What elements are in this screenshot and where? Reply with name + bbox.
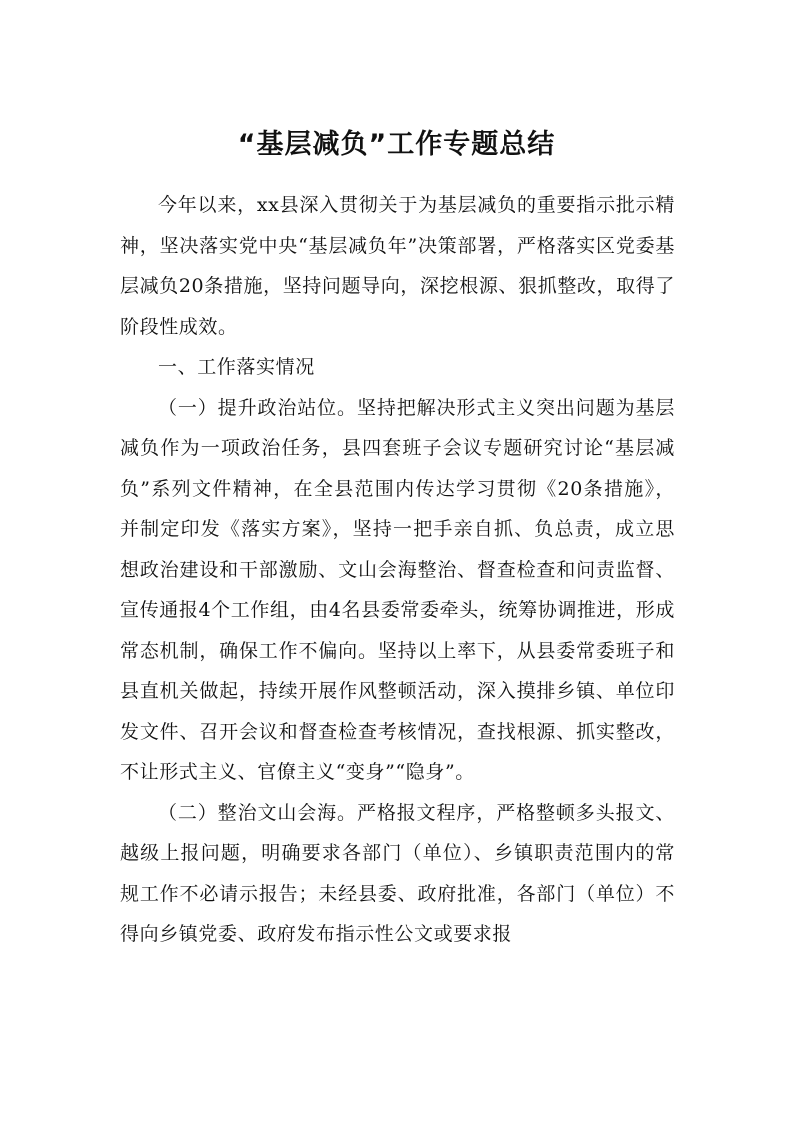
- document-title: “基层减负”工作专题总结: [237, 129, 556, 160]
- section-heading-1: 一、工作落实情况: [158, 356, 315, 378]
- document-body: [120, 185, 675, 955]
- paragraph-document-meetings: （二）整治文山会海。严格报文程序，严格整顿多头报文、越级上报问题，明确要求各部门（单位）、乡镇职责范围内的常规工作不必请示报告；未经县委、政府批准，各部门（单位）不得向乡镇党委、政府发布指示性公文或要求报: [120, 801, 675, 945]
- paragraph-political-stance: （一）提升政治站位。坚持把解决形式主义突出问题为基层减负作为一项政治任务，县四套班子会议专题研究讨论“基层减负”系列文件精神，在全县范围内传达学习贯彻《20条措施》，并制定印发《落实方案》，坚持一把手亲自抓、负总责，成立思想政治建设和干部激励、文山会海整治、督查检查和问责监督、宣传通报4个工作组，由4名县委常委牵头，统筹协调推进，形成常态机制，确保工作不偏向。坚持以上率下，从县委常委班子和县直机关做起，持续开展作风整顿活动，深入摸排乡镇、单位印发文件、召开会议和督查检查考核情况，查找根源、抓实整改，不让形式主义、官僚主义“变身”“隐身”。: [120, 396, 675, 783]
- paragraph-intro: 今年以来，xx县深入贯彻关于为基层减负的重要指示批示精神，坚决落实党中央“基层减负年”决策部署，严格落实区党委基层减负20条措施，坚持问题导向，深挖根源、狠抓整改，取得了阶段性成效。: [120, 194, 675, 338]
